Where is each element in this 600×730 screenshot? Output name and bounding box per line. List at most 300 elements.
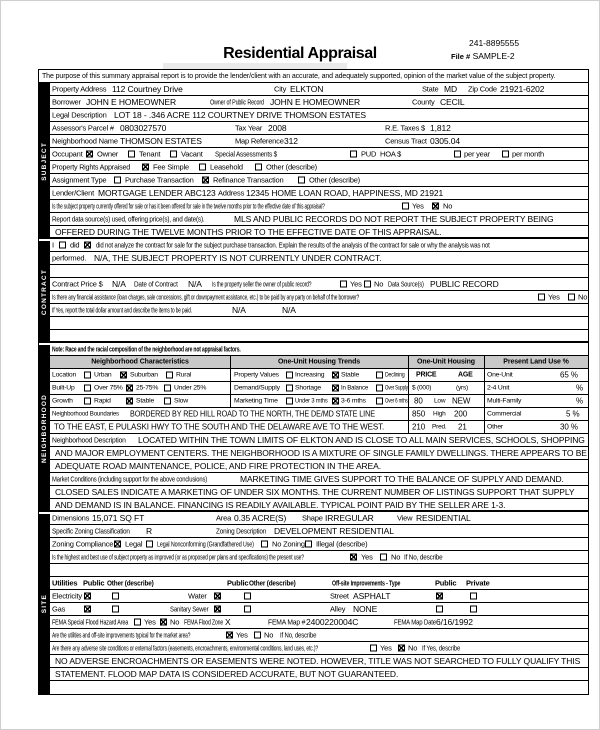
field-label: Low [434, 397, 446, 405]
checkbox-unchecked[interactable] [470, 606, 477, 613]
field-label: Is the highest and best use of subject property as improved (or as proposed per plans and specifications) the present use? [52, 552, 304, 562]
field-label: Are the utilities and off-site improvements typical for the market area? [52, 630, 191, 640]
field-value: 21 [458, 422, 467, 432]
field-label: No [264, 630, 274, 640]
field-label: Urban [94, 371, 112, 379]
checkbox-checked[interactable] [350, 554, 357, 561]
field-label: If Yes, describe [422, 643, 461, 653]
checkbox-unchecked[interactable] [134, 619, 141, 626]
checkbox-unchecked[interactable] [286, 385, 293, 392]
form-row [50, 291, 588, 304]
field-label: State [422, 84, 439, 94]
field-label: No [578, 292, 588, 302]
field-value: N/A [282, 305, 296, 315]
field-value: CLOSED SALES INDICATE A MARKETING OF UNDER SIX MONTHS. THE CURRENT NUMBER OF LISTINGS SUPPORT THAT SUPPLY [55, 487, 575, 497]
field-label: Map Reference [235, 136, 284, 146]
column-divider [408, 369, 409, 381]
field-label: Tax Year [235, 123, 263, 133]
field-label: Zoning Description [216, 526, 267, 536]
field-label: If No, describe [280, 630, 317, 640]
section-strip-subject [39, 83, 50, 239]
field-label: Under 3 mths [295, 397, 328, 405]
field-value: 2400220004C [306, 617, 359, 627]
section-label: NEIGHBORHOOD [41, 394, 48, 463]
field-value: STATEMENT. FLOOD MAP DATA IS CONSIDERED ACCURATE, BUT NOT GUARANTEED. [55, 669, 399, 679]
field-value: ADEQUATE ROAD MAINTENANCE, POLICE, AND FIRE PROTECTION IN THE AREA. [55, 461, 381, 471]
form-row [50, 486, 588, 499]
field-label: Rural [176, 371, 192, 379]
section-strip-contract [39, 239, 50, 343]
checkbox-checked[interactable] [126, 385, 133, 392]
field-value: 200 [454, 409, 468, 419]
form-row [50, 434, 588, 447]
reference-number: 241-8895555 [469, 38, 520, 48]
field-label: Shortage [295, 384, 321, 392]
column-divider [230, 395, 231, 407]
checkbox-checked[interactable] [84, 593, 91, 600]
checkbox-unchecked[interactable] [568, 294, 575, 301]
field-label: No [391, 552, 401, 562]
purpose-statement: The purpose of this summary appraisal report is to provide the lender/client with an accurate, and adequately supported, opinion of the market value of the subject property. [38, 69, 589, 83]
field-label: HOA $ [380, 149, 402, 159]
form-row [50, 473, 588, 486]
form-row [50, 317, 588, 330]
section-strip-site [39, 512, 50, 694]
checkbox-unchecked[interactable] [286, 372, 293, 379]
field-label: Address [218, 188, 245, 198]
field-value: RESIDENTIAL [416, 513, 471, 523]
checkbox-checked[interactable] [84, 606, 91, 613]
form-row [50, 161, 588, 174]
checkbox-unchecked[interactable] [470, 593, 477, 600]
appraisal-form [38, 69, 589, 695]
field-label: Yes [361, 552, 373, 562]
form-row [50, 616, 588, 629]
field-label: Slow [174, 397, 188, 405]
field-label: View [397, 513, 413, 523]
field-label: Zip Code [468, 84, 497, 94]
field-label: Legal Nonconforming (Grandfathered Use) [157, 539, 254, 549]
field-label: Neighborhood Description [52, 435, 126, 445]
field-label: County [412, 97, 435, 107]
checkbox-unchecked[interactable] [298, 177, 305, 184]
checkbox-unchecked[interactable] [244, 593, 251, 600]
field-label: Utilities [52, 578, 78, 588]
checkbox-unchecked[interactable] [376, 372, 383, 379]
field-value: JOHN E HOMEOWNER [270, 97, 361, 107]
form-row [50, 538, 588, 551]
field-label: 3-6 mths [341, 397, 366, 405]
field-value: 21921-6202 [500, 84, 545, 94]
checkbox-unchecked[interactable] [436, 606, 443, 613]
checkbox-checked[interactable] [114, 541, 121, 548]
form-row [50, 421, 588, 434]
checkbox-unchecked[interactable] [340, 281, 347, 288]
field-label: Yes [380, 643, 392, 653]
column-divider [484, 408, 485, 420]
field-label: Area [216, 513, 232, 523]
field-value: DEVELOPMENT RESIDENTIAL [274, 526, 394, 536]
field-label: per year [464, 149, 490, 159]
field-label: per month [512, 149, 544, 159]
form-row [50, 564, 588, 577]
field-label: Lender/Client [52, 188, 95, 198]
checkbox-unchecked[interactable] [286, 398, 293, 405]
field-value: 210 [412, 422, 426, 432]
form-row [50, 668, 588, 681]
form-row [50, 395, 588, 408]
field-value: N/A, THE SUBJECT PROPERTY IS NOT CURRENTLY UNDER CONTRACT. [94, 253, 382, 263]
checkbox-unchecked[interactable] [84, 385, 91, 392]
field-label: Contract Price $ [52, 279, 103, 289]
field-label: Is the property seller the owner of public record? [212, 279, 312, 289]
field-label: No Zoning [272, 539, 305, 549]
field-value: OFFERED DURING THE TWELVE MONTHS PRIOR TO THE EFFECTIVE DATE OF THIS APPRAISAL. [55, 226, 442, 237]
field-value: 65 % [560, 370, 578, 380]
checkbox-checked[interactable] [120, 372, 127, 379]
field-label: Property Rights Appraised [52, 162, 131, 172]
field-label: Special Assessments $ [215, 149, 277, 159]
field-label: Legal Description [52, 110, 107, 120]
field-label: Other [487, 423, 503, 431]
field-label: Yes [548, 292, 560, 302]
field-label: Public [435, 578, 457, 588]
field-label: Public [83, 578, 105, 588]
field-value: NO ADVERSE ENCROACHMENTS OR EASEMENTS WERE NOTED. HOWEVER, TITLE WAS NOT SEARCHED TO FULLY QUALIFY THIS [55, 656, 581, 666]
field-label: Property Address [52, 84, 107, 94]
file-number-label: File # [451, 52, 471, 61]
field-label: Illegal (describe) [316, 539, 368, 549]
field-value: 0803027570 [120, 123, 167, 133]
field-label: Sanitary Sewer [170, 604, 209, 614]
field-label: Built-Up [52, 384, 75, 392]
field-value: 112 Courtney Drive [112, 84, 183, 94]
field-label: Property Values [234, 371, 279, 379]
form-row [50, 512, 588, 525]
field-label: City [274, 84, 287, 94]
field-label: Specific Zoning Classification [52, 526, 130, 536]
field-label: FEMA Special Flood Hazard Area [52, 617, 129, 627]
checkbox-unchecked[interactable] [146, 541, 153, 548]
field-value: 312 [284, 136, 298, 146]
field-label: Market Conditions (including support for the above conclusions) [52, 474, 208, 484]
page-title: Residential Appraisal [223, 45, 377, 62]
field-label: Other (describe) [266, 162, 317, 172]
form-row [50, 226, 588, 239]
field-label: $ (000) [412, 384, 432, 392]
field-value: R [146, 526, 153, 536]
form-row [50, 408, 588, 421]
checkbox-checked[interactable] [160, 619, 167, 626]
field-value: NEW [452, 396, 471, 406]
field-label: Private [466, 578, 490, 588]
field-value: MARKETING TIME GIVES SUPPORT TO THE BALANCE OF SUPPLY AND DEMAND. [240, 474, 564, 484]
field-label: If Yes, report the total dollar amount and describe the items to be paid. [52, 305, 192, 315]
field-label: Gas [52, 604, 66, 614]
field-value: CECIL [440, 97, 465, 107]
field-label: Shape [302, 513, 323, 523]
field-label: Location [52, 371, 77, 379]
field-label: Neighborhood Boundaries [52, 410, 119, 418]
field-value: JOHN E HOMEOWNER [86, 97, 177, 107]
field-value: 15,071 SQ FT [92, 513, 145, 523]
field-value: 12345 HOME LOAN ROAD, HAPPINESS, MD 21921 [246, 188, 444, 198]
form-row [50, 265, 588, 278]
checkbox-unchecked[interactable] [164, 385, 171, 392]
checkbox-checked[interactable] [398, 645, 405, 652]
checkbox-unchecked[interactable] [254, 632, 261, 639]
field-label: Other (describe) [249, 578, 296, 588]
checkbox-checked[interactable] [332, 372, 339, 379]
form-rows [50, 83, 588, 694]
checkbox-unchecked[interactable] [376, 385, 383, 392]
form-row [50, 590, 588, 603]
field-label: Increasing [295, 371, 325, 379]
field-label: Are there any adverse site conditions or external factors (easements, encroachments, environmental conditions, land uses, etc.)? [52, 643, 318, 653]
field-label: Suburban [130, 371, 158, 379]
field-value: 6/16/1992 [436, 617, 473, 627]
field-label: Yes [236, 630, 248, 640]
field-label: One-Unit [487, 371, 513, 379]
form-row [50, 278, 588, 291]
field-label: Other (describe) [309, 175, 360, 185]
checkbox-unchecked[interactable] [454, 151, 461, 158]
field-value: LOT 18 - .346 ACRE 112 COURTNEY DRIVE THOMSON ESTATES [114, 110, 366, 120]
field-value: 30 % [560, 422, 578, 432]
checkbox-unchecked[interactable] [370, 645, 377, 652]
checkbox-unchecked[interactable] [380, 554, 387, 561]
field-label: Commercial [487, 410, 522, 418]
field-label: R.E. Taxes $ [385, 123, 425, 133]
checkbox-unchecked[interactable] [364, 281, 371, 288]
form-row [50, 187, 588, 200]
field-value: 0305.04 [430, 136, 461, 146]
checkbox-unchecked[interactable] [305, 541, 312, 548]
field-label: 2-4 Unit [487, 384, 510, 392]
field-label: Over 75% [94, 384, 123, 392]
checkbox-unchecked[interactable] [261, 541, 268, 548]
column-header: Neighborhood Characteristics [91, 358, 189, 366]
field-label: Zoning Compliance [52, 539, 114, 549]
form-body [38, 83, 589, 695]
form-row [50, 304, 588, 317]
field-label: Street [330, 591, 349, 601]
field-label: Legal [125, 539, 143, 549]
field-label: No [443, 201, 453, 211]
field-label: Occupant [52, 149, 83, 159]
checkbox-unchecked[interactable] [112, 593, 119, 600]
form-row [50, 603, 588, 616]
field-value: ELKTON [290, 84, 324, 94]
field-label: Pred. [432, 423, 447, 431]
checkbox-unchecked[interactable] [350, 151, 357, 158]
file-number-value: SAMPLE-2 [472, 51, 515, 61]
checkbox-unchecked[interactable] [84, 372, 91, 379]
form-row [50, 629, 588, 642]
column-divider [408, 382, 409, 394]
field-value: AND MAJOR EMPLOYMENT CENTERS. THE NEIGHBORHOOD IS A MIXTURE OF SINGLE FAMILY DWELLINGS. THERE APPEARS TO BE [55, 448, 587, 458]
field-label: Under 25% [174, 384, 207, 392]
field-value: 850 [412, 409, 426, 419]
field-label: Multi-Family [487, 397, 522, 405]
checkbox-checked[interactable] [332, 398, 339, 405]
field-value: 2008 [268, 123, 287, 133]
field-value: AND DEMAND IS IN BALANCE. FINANCING IS READILY AVAILABLE. TYPICAL POINT PAID BY THE SELLER ARE 1-3. [55, 499, 506, 510]
field-label: Water [188, 591, 207, 601]
checkbox-checked[interactable] [126, 398, 133, 405]
field-label: Refinance Transaction [213, 175, 284, 185]
field-label: Over Supply [385, 384, 408, 392]
field-label: No [374, 279, 384, 289]
form-row [50, 174, 588, 187]
checkbox-unchecked[interactable] [255, 164, 262, 171]
checkbox-unchecked[interactable] [84, 398, 91, 405]
field-label: Neighborhood Name [52, 136, 118, 146]
field-value: ASPHALT [353, 591, 391, 601]
checkbox-checked[interactable] [436, 593, 443, 600]
field-label: I [52, 240, 54, 250]
field-label: performed. [52, 253, 87, 263]
field-label: (yrs) [456, 384, 468, 392]
checkbox-unchecked[interactable] [59, 242, 66, 249]
form-row [50, 200, 588, 213]
checkbox-unchecked[interactable] [164, 398, 171, 405]
field-label: PUD [361, 149, 377, 159]
form-row [50, 655, 588, 668]
field-label: Fee Simple [153, 162, 189, 172]
form-row [50, 369, 588, 382]
form-row [50, 239, 588, 252]
field-label: did [70, 240, 80, 250]
form-row [50, 343, 588, 356]
form-row [50, 681, 588, 694]
form-row [50, 122, 588, 135]
checkbox-checked[interactable] [214, 593, 221, 600]
field-label: Dimensions [52, 513, 90, 523]
field-value: BORDERED BY RED HILL ROAD TO THE NORTH, THE DE/MD STATE LINE [130, 409, 375, 419]
checkbox-checked[interactable] [432, 203, 439, 210]
column-divider [230, 382, 231, 394]
field-label: Other (describe) [107, 578, 154, 588]
checkbox-checked[interactable] [86, 151, 93, 158]
field-label: Tenant [139, 149, 161, 159]
field-label: PRICE [416, 371, 437, 379]
column-divider [408, 421, 409, 433]
form-row [50, 499, 588, 512]
field-label: Demand/Supply [234, 384, 280, 392]
field-label: Alley [330, 604, 346, 614]
checkbox-unchecked[interactable] [538, 294, 545, 301]
field-value: LOCATED WITHIN THE TOWN LIMITS OF ELKTON AND IS CLOSE TO ALL MAIN SERVICES, SCHOOLS, SHOPPING [138, 435, 585, 445]
field-label: Over 6 mths [385, 397, 408, 405]
form-row [50, 96, 588, 109]
form-row [50, 382, 588, 395]
form-row [50, 135, 588, 148]
field-label: Owner [97, 149, 119, 159]
checkbox-unchecked[interactable] [376, 398, 383, 405]
field-label: 25-75% [136, 384, 159, 392]
form-row [50, 525, 588, 538]
column-divider [408, 395, 409, 407]
field-label: Declining [385, 371, 405, 379]
form-row [50, 148, 588, 161]
checkbox-unchecked[interactable] [502, 151, 509, 158]
section-label: CONTRACT [41, 268, 48, 316]
table-header-row [50, 356, 588, 369]
field-label: did not analyze the contract for sale for the subject purchase transaction. Explain the results of the analysis of the contract for sale or why the analysis was not [96, 240, 490, 250]
column-header: Present Land Use % [503, 358, 569, 366]
field-label: AGE [458, 371, 473, 379]
form-row [50, 252, 588, 265]
file-number [451, 51, 515, 61]
field-label: Data Source(s) [388, 279, 424, 289]
field-label: No [170, 617, 180, 627]
field-label: Public [227, 578, 249, 588]
section-strip [39, 83, 50, 694]
field-label: FEMA Map # [268, 617, 306, 627]
checkbox-unchecked[interactable] [166, 372, 173, 379]
form-row [50, 447, 588, 460]
field-value: % [576, 396, 584, 406]
field-label: Assessor's Parcel # [52, 123, 114, 133]
field-value: TO THE EAST, E PULASKI HWY TO THE SOUTH AND THE DELAWARE AVE TO THE WEST. [54, 422, 385, 432]
field-label: High [433, 410, 446, 418]
checkbox-unchecked[interactable] [114, 177, 121, 184]
field-value: 5 % [566, 409, 580, 419]
checkbox-unchecked[interactable] [402, 203, 409, 210]
field-label: Assignment Type [52, 175, 107, 185]
form-row [50, 642, 588, 655]
checkbox-checked[interactable] [332, 385, 339, 392]
field-value: N/A [232, 305, 246, 315]
checkbox-checked[interactable] [202, 177, 209, 184]
form-row [50, 577, 588, 590]
field-label: Purchase Transaction [125, 175, 194, 185]
field-label: Census Tract [385, 136, 427, 146]
column-divider [484, 395, 485, 407]
field-label: Leasehold [210, 162, 243, 172]
column-divider [484, 382, 485, 394]
field-value: THOMSON ESTATES [120, 136, 202, 146]
field-label: Borrower [52, 97, 81, 107]
checkbox-checked[interactable] [142, 164, 149, 171]
column-divider [484, 421, 485, 433]
field-label: Stable [341, 371, 360, 379]
field-label: Marketing Time [234, 397, 278, 405]
field-label: Is the subject property currently offered for sale or has it been offered for sale in the twelve months prior to the effective date of this appraisal? [52, 201, 325, 211]
field-label: Yes [350, 279, 362, 289]
field-value: X [225, 617, 231, 627]
checkbox-unchecked[interactable] [128, 151, 135, 158]
checkbox-unchecked[interactable] [112, 606, 119, 613]
field-label: No [408, 643, 418, 653]
checkbox-unchecked[interactable] [170, 151, 177, 158]
column-header: One-Unit Housing Trends [277, 358, 361, 366]
column-divider [408, 408, 409, 420]
field-value: IRREGULAR [325, 513, 374, 523]
checkbox-unchecked[interactable] [244, 606, 251, 613]
checkbox-checked[interactable] [214, 606, 221, 613]
checkbox-unchecked[interactable] [199, 164, 206, 171]
field-value: % [576, 383, 584, 393]
field-label: FEMA Map Date [394, 617, 436, 627]
field-label: Vacant [181, 149, 203, 159]
field-value: N/A [188, 279, 202, 289]
checkbox-checked[interactable] [84, 242, 91, 249]
checkbox-checked[interactable] [226, 632, 233, 639]
field-value: 80 [414, 396, 423, 406]
section-label: SITE [41, 594, 48, 614]
